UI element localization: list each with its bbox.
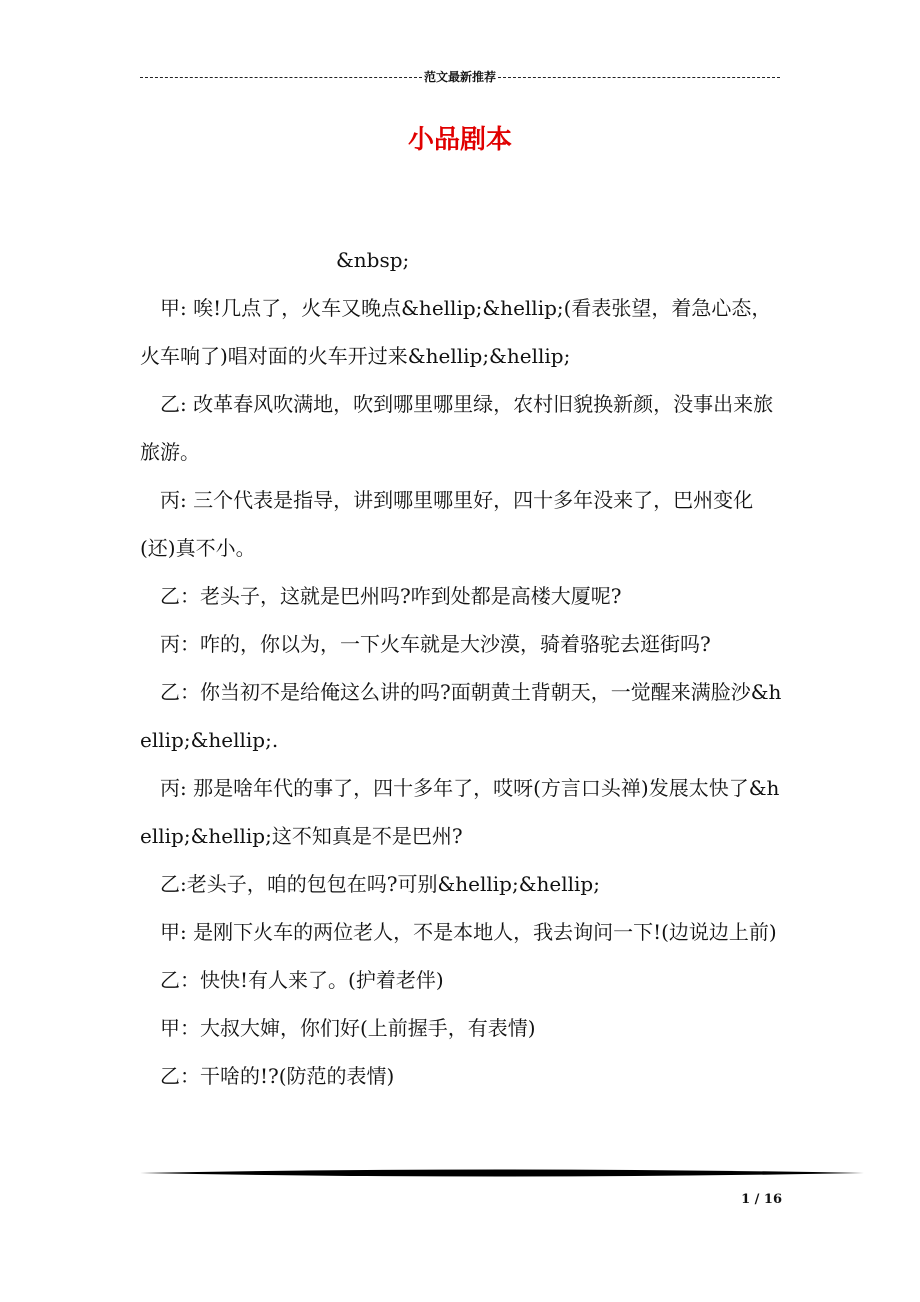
paragraph: &nbsp; [336,248,410,272]
paragraph: 甲: 是刚下火车的两位老人，不是本地人，我去询问一下!(边说边上前) [160,920,777,944]
header-dashes-left [140,77,422,78]
paragraph: 乙：快快!有人来了。(护着老伴) [160,968,444,992]
paragraph: 丙: 那是啥年代的事了，四十多年了，哎呀(方言口头禅)发展太快了&hellip;&hellip;这不知真是不是巴州? [140,776,780,848]
paragraph: 乙：干啥的!?(防范的表情) [160,1064,395,1088]
paragraph: 丙：咋的，你以为，一下火车就是大沙漠，骑着骆驼去逛街吗? [160,632,711,656]
paragraph: 乙：老头子，这就是巴州吗?咋到处都是高楼大厦呢? [160,584,622,608]
paragraph: 乙: 改革春风吹满地，吹到哪里哪里绿，农村旧貌换新颜，没事出来旅旅游。 [140,392,774,464]
paragraph: 乙:老头子，咱的包包在吗?可别&hellip;&hellip; [160,872,600,896]
header-label: 范文最新推荐 [424,70,497,84]
header-dashes-right [498,77,780,78]
document-body [140,236,784,1100]
paragraph: 乙：你当初不是给俺这么讲的吗?面朝黄土背朝天，一觉醒来满脸沙&hellip;&hellip;. [140,680,782,752]
paragraph: 甲：大叔大婶，你们好(上前握手，有表情) [160,1016,536,1040]
document-title: 小品剧本 [407,125,512,155]
paragraph: 甲: 唉!几点了，火车又晚点&hellip;&hellip;(看表张望，着急心态，火车响了)唱对面的火车开过来&hellip;&hellip; [140,296,772,368]
page-header [140,68,780,86]
page-number: 1 / 16 [741,1192,782,1207]
footer-rule [140,1166,864,1180]
paragraph: 丙: 三个代表是指导，讲到哪里哪里好，四十多年没来了，巴州变化(还)真不小。 [140,488,754,560]
